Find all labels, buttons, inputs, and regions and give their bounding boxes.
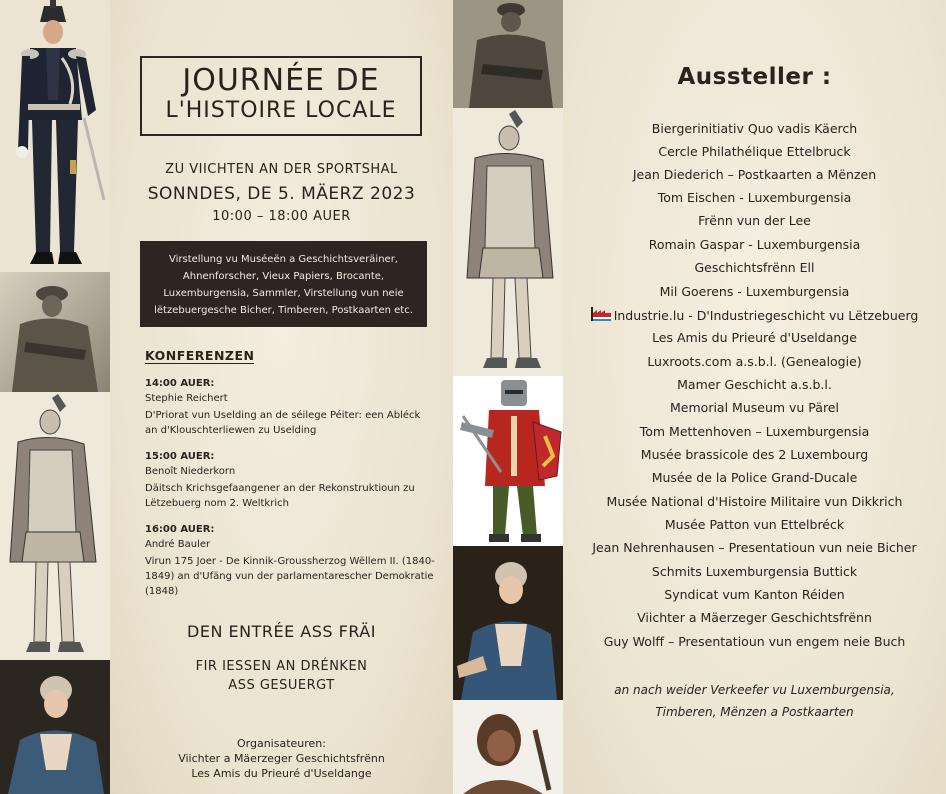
event-title-line1: JOURNÉE DE — [182, 63, 380, 98]
exhibitor-item-industrie — [563, 307, 946, 324]
exhibitor-item: Schmits Luxemburgensia Buttick — [651, 564, 858, 579]
exhibitor-item: Memorial Museum vu Pärel — [670, 400, 839, 415]
exhibitor-item: Mil Goerens - Luxemburgensia — [659, 284, 850, 299]
event-title-box — [140, 56, 422, 136]
talk-time: 16:00 AUER: — [145, 524, 215, 535]
exhibitor-item: Guy Wolff – Presentatioun vun engem neie Buch — [603, 634, 906, 649]
left-image-strip — [0, 0, 110, 794]
event-location: ZU VIICHTEN AN DER SPORTSHAL — [165, 162, 398, 177]
talk-item — [145, 522, 435, 599]
caveman-figure — [453, 700, 563, 794]
exhibitor-item: Romain Gaspar - Luxemburgensia — [648, 237, 861, 252]
exhibitor-item: Syndicat vum Kanton Réiden — [664, 587, 845, 602]
exhibitor-item: Frënn vun der Lee — [698, 213, 811, 228]
knight-figure — [453, 376, 563, 546]
exhibitors-footer-line1: an nach weider Verkeefer vu Luxemburgensia, — [614, 683, 895, 697]
talk-topic: Däitsch Krichsgefaangener an der Rekonstruktioun zu Lëtzebuerg nom 2. Weltkrich — [145, 483, 415, 509]
exhibitor-item: Musée de la Police Grand-Ducale — [651, 470, 858, 485]
exhibitor-item: Viichter a Mäerzeger Geschichtsfrënn — [637, 610, 872, 625]
free-entry: DEN ENTRÉE ASS FRÄI — [187, 622, 376, 641]
exhibitor-item: Mamer Geschicht a.s.b.l. — [677, 377, 832, 392]
konferenzen-heading: KONFERENZEN — [145, 348, 255, 363]
organisers — [110, 736, 453, 781]
portrait-painting — [453, 546, 563, 700]
exhibitor-item: Jean Nehrenhausen – Presentatioun vun neie Bicher — [592, 540, 917, 555]
food-line2: ASS GESUERGT — [228, 678, 335, 693]
talk-item — [145, 376, 435, 438]
event-description: Virstellung vu Muséeën a Geschichtsveräiner, Ahnenforscher, Vieux Papiers, Brocante, Luxemburgensia, Sammler, Virstellung vun neie lëtzebuergesche Bicher, Timberen, Postkaarten etc. — [154, 254, 413, 316]
exhibitors-footer-line2: Timberen, Mënzen a Postkaarten — [655, 705, 854, 719]
exhibitor-item: Jean Diederich – Postkaarten a Mënzen — [632, 167, 877, 182]
exhibitor-item: Biergerinitiativ Quo vadis Käerch — [651, 121, 858, 136]
event-time: 10:00 – 18:00 AUER — [212, 209, 351, 224]
exhibitor-item: Luxroots.com a.s.b.l. (Genealogie) — [647, 354, 862, 369]
exhibitors-panel — [563, 0, 946, 794]
talk-time: 15:00 AUER: — [145, 451, 215, 462]
roman-soldier-engraving — [0, 392, 110, 660]
roman-soldier-engraving — [453, 108, 563, 376]
organiser-1: Viichter a Mäerzeger Geschichtsfrënn — [178, 752, 385, 765]
soldier-photo — [0, 272, 110, 392]
portrait-painting — [0, 660, 110, 794]
talk-time: 14:00 AUER: — [145, 378, 215, 389]
event-date: SONNDES, DE 5. MÄERZ 2023 — [147, 184, 416, 204]
event-description-box — [140, 241, 427, 327]
talk-speaker: André Bauler — [145, 539, 211, 550]
factory-icon — [591, 307, 611, 321]
soldier-photo — [453, 0, 563, 108]
exhibitor-item: Les Amis du Prieuré d'Useldange — [652, 330, 857, 345]
talk-speaker: Stephie Reichert — [145, 393, 228, 404]
exhibitor-item: Tom Eischen - Luxemburgensia — [657, 190, 852, 205]
exhibitor-item: Geschichtsfrënn Ell — [694, 260, 815, 275]
exhibitor-item: Musée National d'Histoire Militaire vun Dikkrich — [606, 494, 903, 509]
talk-speaker: Benoît Niederkorn — [145, 466, 236, 477]
exhibitor-item: Musée Patton vun Ettelbréck — [664, 517, 845, 532]
food-line1: FIR IESSEN AN DRÉNKEN — [195, 659, 368, 674]
organiser-2: Les Amis du Prieuré d'Useldange — [191, 767, 372, 780]
gendarme-illustration — [0, 0, 110, 272]
middle-image-strip — [453, 0, 563, 794]
exhibitor-item: Tom Mettenhoven – Luxemburgensia — [639, 424, 870, 439]
exhibitors-heading: Aussteller : — [677, 64, 832, 90]
talk-topic: Virun 175 Joer - De Kinnik-Groussherzog Wëllem II. (1840-1849) an d'Ufäng vun der parlamentarescher Demokratie (1848) — [145, 556, 435, 597]
talk-topic: D'Priorat vun Uselding an de séilege Péiter: een Abléck an d'Klouschterliewen zu Uselding — [145, 410, 421, 436]
event-title-line2: L'HISTOIRE LOCALE — [165, 98, 397, 123]
exhibitor-item: Cercle Philathélique Ettelbruck — [658, 144, 851, 159]
exhibitor-item: Musée brassicole des 2 Luxembourg — [640, 447, 869, 462]
exhibitor-label: Industrie.lu - D'Industriegeschicht vu Lëtzebuerg — [613, 308, 919, 323]
talk-item — [145, 449, 435, 511]
organisers-label: Organisateuren: — [237, 737, 326, 750]
